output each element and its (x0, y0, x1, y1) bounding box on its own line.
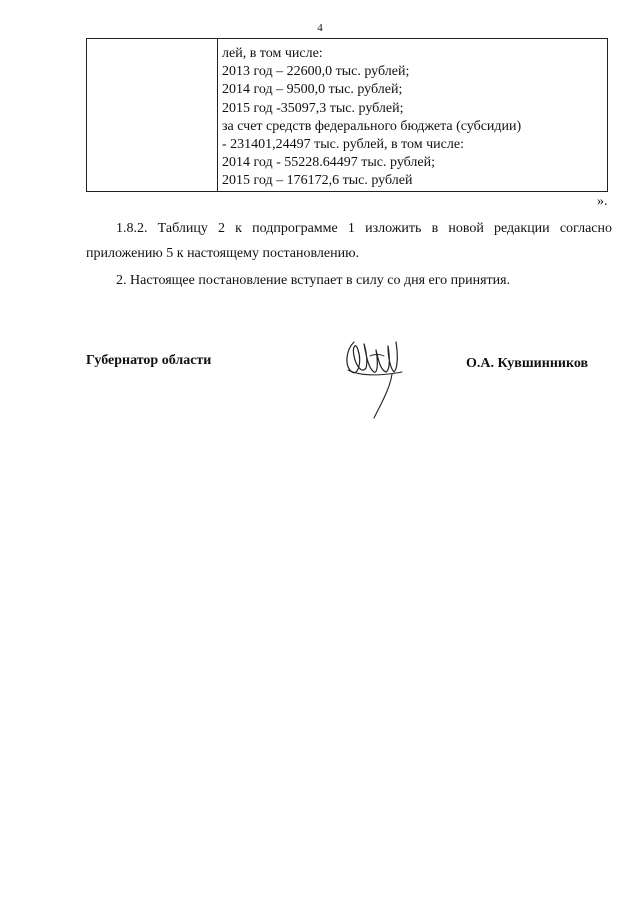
handwritten-signature (340, 332, 410, 424)
funding-line: 2014 год - 55228.64497 тыс. рублей; (222, 155, 436, 171)
signatory-name: О.А. Кувшинников (466, 356, 589, 371)
funding-line: 2013 год – 22600,0 тыс. рублей; (222, 64, 410, 80)
funding-line: лей, в том числе: (222, 46, 323, 61)
funding-line: - 231401,24497 тыс. рублей, в том числе: (222, 137, 464, 153)
paragraph-line: приложению 5 к настоящему постановлению. (86, 245, 360, 261)
funding-line: 2015 год – 176172,6 тыс. рублей (222, 173, 413, 189)
table-row (87, 39, 608, 192)
table-right-cell (218, 39, 608, 192)
funding-line: 2014 год – 9500,0 тыс. рублей; (222, 82, 403, 98)
program-table-continuation (86, 38, 608, 192)
closing-quote: ». (597, 194, 608, 209)
page-number: 4 (317, 22, 323, 34)
funding-line: 2015 год -35097,3 тыс. рублей; (222, 100, 404, 116)
table-left-cell (87, 39, 218, 192)
funding-line: за счет средств федерального бюджета (субсидии) (222, 118, 522, 134)
signatory-position: Губернатор области (86, 353, 212, 368)
paragraph-line: 1.8.2. Таблицу 2 к подпрограмме 1 изложить в новой редакции согласно (116, 221, 612, 236)
paragraph-2: 2. Настоящее постановление вступает в силу со дня его принятия. (116, 273, 511, 288)
paragraph-1-8-2 (86, 217, 612, 266)
